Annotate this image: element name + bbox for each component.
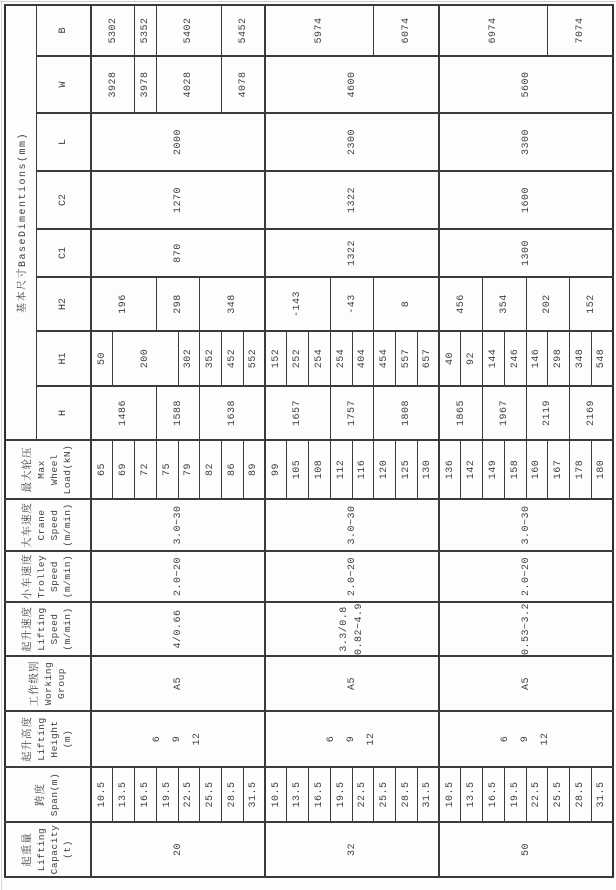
cell-H2: 8: [374, 277, 439, 331]
header-line: Trolley: [36, 554, 47, 599]
cell-B: 7074: [548, 5, 613, 56]
cell-L: 3300: [439, 113, 613, 171]
cell-H2: -143: [265, 277, 330, 331]
cell-H2: 298: [156, 277, 200, 331]
cell-span: 31.5: [243, 767, 265, 822]
header-line: Load(kN): [62, 444, 73, 495]
cell-H1: 50: [91, 331, 113, 386]
cell-span: 22.5: [526, 767, 548, 822]
cell-B: 5352: [135, 5, 157, 56]
cell-H1: 348: [570, 331, 592, 386]
cell-trolley_speed: 2.0~20: [265, 551, 439, 602]
cell-capacity: 50: [439, 822, 613, 877]
header-line: Wheel: [49, 454, 60, 486]
cell-span: 25.5: [548, 767, 570, 822]
cell-H1: 657: [417, 331, 439, 386]
cell-span: 16.5: [309, 767, 331, 822]
cell-W: 4028: [156, 56, 221, 113]
cell-max_wheel_load: 120: [374, 440, 396, 499]
cell-H: 1638: [200, 386, 265, 440]
header-C1: C1: [36, 229, 91, 277]
header-L: L: [36, 113, 91, 171]
cell-trolley_speed: 2.0~20: [91, 551, 265, 602]
header-trolley_speed: [5, 551, 91, 602]
header-line: Lifting: [36, 717, 47, 761]
cell-W: 3978: [135, 56, 157, 113]
header-line: 最大轮压: [22, 446, 34, 493]
cell-line: 0.82~4.9: [354, 602, 365, 655]
header-line: 大车速度: [22, 502, 34, 548]
cell-H1: 552: [243, 331, 265, 386]
cell-max_wheel_load: 116: [352, 440, 374, 499]
cell-working: A5: [439, 656, 613, 711]
cell-W: 5600: [439, 56, 613, 113]
cell-H1: 146: [526, 331, 548, 386]
cell-H1: 254: [330, 331, 352, 386]
cell-span: 10.5: [439, 767, 461, 822]
dims-group-header: 基本尺寸BaseDimentions(mm): [5, 5, 36, 440]
cell-max_wheel_load: 136: [439, 440, 461, 499]
cell-H2: 456: [439, 277, 483, 331]
cell-span: 16.5: [135, 767, 157, 822]
header-line: 跨度: [35, 783, 47, 806]
cell-max_wheel_load: 160: [526, 440, 548, 499]
cell-H1: 252: [287, 331, 309, 386]
header-line: Working: [42, 661, 54, 706]
cell-lifting_speed: 0.53~3.2: [439, 602, 613, 656]
header-span: [5, 767, 91, 822]
cell-L: 2300: [265, 113, 439, 171]
cell-max_wheel_load: 69: [113, 440, 135, 499]
cell-span: 31.5: [591, 767, 613, 822]
cell-H: 2119: [526, 386, 570, 440]
header-line: Crane: [36, 509, 47, 541]
cell-height: [439, 711, 613, 767]
cell-H2: 202: [526, 277, 570, 331]
cell-H1: 200: [113, 331, 178, 386]
header-line: (t): [62, 840, 73, 859]
cell-H1: 452: [222, 331, 244, 386]
header-line: Speed: [49, 561, 60, 593]
cell-line: 9: [172, 735, 183, 743]
cell-W: 4600: [265, 56, 439, 113]
cell-trolley_speed: 2.0~20: [439, 551, 613, 602]
header-line: Group: [55, 668, 67, 700]
cell-max_wheel_load: 86: [222, 440, 244, 499]
cell-crane_speed: 3.0~30: [439, 499, 613, 551]
cell-max_wheel_load: 149: [483, 440, 505, 499]
cell-H1: 92: [461, 331, 483, 386]
table-row: [91, 5, 113, 877]
header-line: 小车速度: [22, 553, 34, 600]
cell-span: 19.5: [330, 767, 352, 822]
cell-H1: 557: [396, 331, 418, 386]
cell-line: 6: [500, 735, 511, 743]
cell-B: 5974: [265, 5, 374, 56]
cell-max_wheel_load: 158: [504, 440, 526, 499]
cell-span: 25.5: [374, 767, 396, 822]
cell-line: 12: [192, 732, 203, 746]
header-line: Lifting: [36, 827, 47, 872]
cell-max_wheel_load: 167: [548, 440, 570, 499]
cell-span: 31.5: [417, 767, 439, 822]
cell-H1: 144: [483, 331, 505, 386]
cell-line: 6: [152, 735, 163, 743]
table-body: [91, 5, 613, 877]
header-B: B: [36, 5, 91, 56]
cell-H: 1757: [330, 386, 374, 440]
cell-span: 16.5: [483, 767, 505, 822]
cell-height: [265, 711, 439, 767]
cell-H1: 548: [591, 331, 613, 386]
cell-C2: 1270: [91, 171, 265, 229]
cell-capacity: 20: [91, 822, 265, 877]
cell-H2: 196: [91, 277, 156, 331]
header-W: W: [36, 56, 91, 113]
cell-max_wheel_load: 79: [178, 440, 200, 499]
cell-H1: 454: [374, 331, 396, 386]
cell-max_wheel_load: 75: [156, 440, 178, 499]
header-line: Capacity: [49, 824, 60, 875]
header-line: Lifting: [36, 607, 47, 651]
cell-C1: 870: [91, 229, 265, 277]
header-line: 工作级别: [28, 660, 41, 707]
header-H1: H1: [36, 331, 91, 386]
cell-B: 5402: [156, 5, 221, 56]
header-line: Height: [49, 720, 60, 758]
header-max_wheel_load: [5, 440, 91, 499]
cell-W: 3928: [91, 56, 135, 113]
cell-H1: 404: [352, 331, 374, 386]
cell-span: 10.5: [91, 767, 113, 822]
cell-lifting_speed: 4/0.66: [91, 602, 265, 656]
cell-max_wheel_load: 72: [135, 440, 157, 499]
cell-line: 9: [520, 735, 531, 743]
header-lifting_speed: [5, 602, 91, 656]
cell-max_wheel_load: 89: [243, 440, 265, 499]
cell-span: 19.5: [504, 767, 526, 822]
cell-W: 4078: [222, 56, 266, 113]
cell-max_wheel_load: 108: [309, 440, 331, 499]
cell-H1: 40: [439, 331, 461, 386]
cell-working: A5: [265, 656, 439, 711]
cell-H1: 246: [504, 331, 526, 386]
cell-C2: 1600: [439, 171, 613, 229]
cell-capacity: 32: [265, 822, 439, 877]
header-line: (m/min): [62, 554, 73, 599]
header-line: 起升速度: [22, 606, 34, 652]
table-header: [5, 5, 91, 877]
cell-H: 1865: [439, 386, 483, 440]
header-line: (m/min): [62, 607, 73, 651]
cell-H: 1486: [91, 386, 156, 440]
cell-span: 19.5: [156, 767, 178, 822]
cell-line: 9: [346, 735, 357, 743]
cell-H1: 302: [178, 331, 200, 386]
header-H2: H2: [36, 277, 91, 331]
header-line: (m/min): [62, 503, 73, 547]
cell-line: 3.3/0.8: [339, 606, 350, 652]
header-line: Speed: [49, 613, 60, 645]
cell-L: 2000: [91, 113, 265, 171]
cell-max_wheel_load: 105: [287, 440, 309, 499]
cell-span: 28.5: [396, 767, 418, 822]
cell-H: 1967: [483, 386, 527, 440]
cell-span: 10.5: [265, 767, 287, 822]
cell-span: 28.5: [222, 767, 244, 822]
cell-max_wheel_load: 130: [417, 440, 439, 499]
cell-line: 12: [366, 732, 377, 746]
cell-span: 28.5: [570, 767, 592, 822]
cell-C2: 1322: [265, 171, 439, 229]
table-row: [439, 5, 461, 877]
cell-crane_speed: 3.0~30: [91, 499, 265, 551]
cell-max_wheel_load: 112: [330, 440, 352, 499]
cell-max_wheel_load: 99: [265, 440, 287, 499]
cell-span: 13.5: [113, 767, 135, 822]
cell-H: 1588: [156, 386, 200, 440]
cell-line: 12: [540, 732, 551, 746]
cell-H: 1808: [374, 386, 439, 440]
cell-span: 22.5: [178, 767, 200, 822]
cell-max_wheel_load: 125: [396, 440, 418, 499]
cell-max_wheel_load: 65: [91, 440, 113, 499]
header-line: Speed: [49, 509, 60, 541]
cell-working: A5: [91, 656, 265, 711]
header-H: H: [36, 386, 91, 440]
cell-span: 22.5: [352, 767, 374, 822]
cell-B: 5452: [222, 5, 266, 56]
cell-H2: 152: [570, 277, 614, 331]
cell-C1: 1322: [265, 229, 439, 277]
header-crane_speed: [5, 499, 91, 551]
header-line: 起升高度: [22, 716, 34, 762]
cell-H2: 354: [483, 277, 527, 331]
header-height: [5, 711, 91, 767]
cell-H: 2169: [570, 386, 614, 440]
cell-span: 25.5: [200, 767, 222, 822]
header-working: [5, 656, 91, 711]
cell-max_wheel_load: 178: [570, 440, 592, 499]
cell-H1: 152: [265, 331, 287, 386]
header-line: 起重量: [22, 832, 34, 867]
cell-B: 5302: [91, 5, 135, 56]
spec-table: [4, 4, 614, 878]
cell-crane_speed: 3.0~30: [265, 499, 439, 551]
cell-max_wheel_load: 180: [591, 440, 613, 499]
cell-H1: 254: [309, 331, 331, 386]
cell-max_wheel_load: 82: [200, 440, 222, 499]
header-C2: C2: [36, 171, 91, 229]
cell-lifting_speed: [265, 602, 439, 656]
header-line: Max: [36, 460, 47, 479]
cell-span: 13.5: [287, 767, 309, 822]
table-row: [265, 5, 287, 877]
cell-H2: 348: [200, 277, 265, 331]
header-line: (m): [62, 729, 73, 749]
cell-B: 6974: [439, 5, 548, 56]
cell-span: 13.5: [461, 767, 483, 822]
header-capacity: [5, 822, 91, 877]
cell-H: 1657: [265, 386, 330, 440]
cell-C1: 1300: [439, 229, 613, 277]
header-line: Span(m): [49, 772, 60, 817]
cell-H1: 298: [548, 331, 570, 386]
cell-H2: -43: [330, 277, 374, 331]
cell-B: 6074: [374, 5, 439, 56]
cell-line: 6: [326, 735, 337, 743]
cell-height: [91, 711, 265, 767]
cell-H1: 352: [200, 331, 222, 386]
cell-max_wheel_load: 142: [461, 440, 483, 499]
